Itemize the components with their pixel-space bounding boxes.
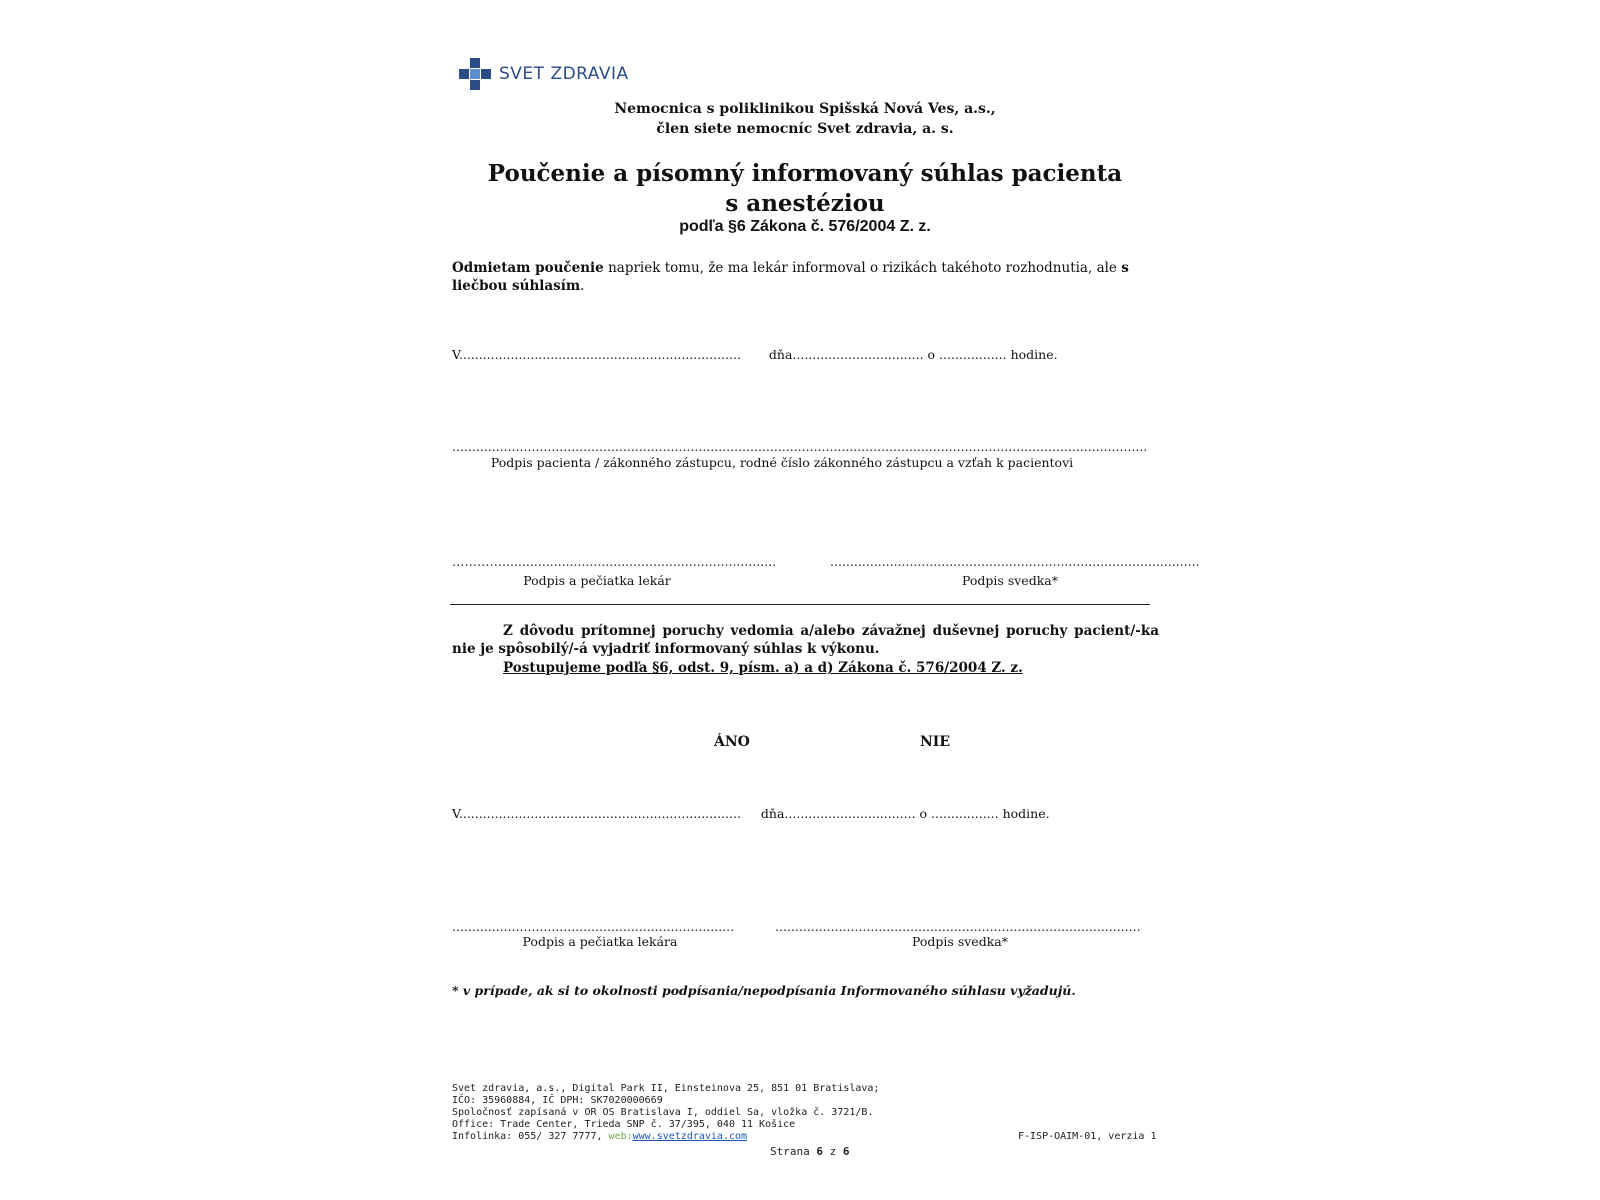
page-sep: z: [822, 1145, 843, 1158]
choice-yes[interactable]: ÁNO: [714, 734, 750, 750]
footer-line-3: Spoločnosť zapísaná v OR OS Bratislava I, oddiel Sa, vložka č. 3721/B.: [452, 1107, 874, 1118]
form-code: F-ISP-OAIM-01, verzia 1: [1018, 1131, 1157, 1142]
document-title-line-2: s anestéziou: [725, 190, 885, 217]
doctor-signature-line[interactable]: ………….....................................................................: [452, 554, 777, 569]
hour-label: hodine.: [1010, 347, 1058, 362]
witness-signature-line-2[interactable]: ............................................................................................: [775, 919, 1141, 934]
patient-signature-line[interactable]: ...............................................................................................................................................................................: [452, 439, 1148, 454]
doctor-signature-label-2: Podpis a pečiatka lekára: [522, 934, 678, 949]
witness-signature-line[interactable]: .............................................................................................: [830, 554, 1200, 569]
doctor-signature-label: Podpis a pečiatka lekár: [523, 573, 671, 588]
footer-line-2: IČO: 35960884, IČ DPH: SK7020000669: [452, 1095, 663, 1106]
refusal-bold: Odmietam poučenie: [452, 260, 604, 276]
document-title: Poučenie a písomný informovaný súhlas pacienta: [487, 160, 1123, 187]
infoline: Infolinka: 055/ 327 7777,: [452, 1131, 609, 1142]
logo-text: SVET ZDRAVIA: [499, 64, 629, 84]
website-link[interactable]: www.svetzdravia.com: [632, 1131, 748, 1142]
page-prefix: Strana: [770, 1145, 817, 1158]
date-field-2[interactable]: dňa.................................: [760, 806, 916, 821]
page-current: 6: [816, 1145, 823, 1158]
patient-signature-label: Podpis pacienta / zákonného zástupcu, rodné číslo zákonného zástupcu a vzťah k pacientovi: [490, 455, 1074, 470]
procedure-reference: [503, 659, 1023, 677]
place-date-line-2: [452, 806, 1050, 821]
page-number: [770, 1146, 849, 1158]
logo: [459, 58, 629, 90]
time-field[interactable]: o .................: [927, 347, 1007, 362]
institution-line-2: člen siete nemocníc Svet zdravia, a. s.: [656, 121, 954, 137]
cross-logo-icon: [459, 58, 491, 90]
place-field-2[interactable]: V.......................................................................: [452, 806, 741, 821]
web-label: web:: [608, 1131, 633, 1142]
footer-line-1: Svet zdravia, a.s., Digital Park II, Einsteinova 25, 851 01 Bratislava;: [452, 1083, 880, 1094]
place-date-line-1: [452, 347, 1058, 362]
company-footer: [452, 1083, 1012, 1143]
incapacity-paragraph: Z dôvodu prítomnej poruchy vedomia a/alebo závažnej duševnej poruchy pacient/-ka nie je spôsobilý/-á vyjadriť informovaný súhlas k výkonu.: [452, 623, 1159, 657]
footer-line-5: [452, 1131, 1012, 1143]
refusal-paragraph: [452, 259, 1152, 295]
hour-label-2: hodine.: [1002, 806, 1050, 821]
witness-signature-label-2: Podpis svedka*: [912, 934, 1008, 949]
institution-line-1: Nemocnica s poliklinikou Spišská Nová Ves, a.s.,: [614, 101, 996, 117]
law-reference: podľa §6 Zákona č. 576/2004 Z. z.: [679, 218, 931, 235]
time-field-2[interactable]: o .................: [919, 806, 999, 821]
footnote: * v prípade, ak si to okolnosti podpísania/nepodpísania Informovaného súhlasu vyžadujú.: [452, 983, 1076, 998]
footer-line-4: Office: Trade Center, Trieda SNP č. 37/395, 040 11 Košice: [452, 1119, 796, 1130]
consent-bold: s liečbou súhlasím: [452, 260, 1129, 294]
place-field[interactable]: V.......................................................................: [452, 347, 741, 362]
date-field[interactable]: dňa.................................: [768, 347, 924, 362]
page-total: 6: [842, 1145, 850, 1158]
refusal-text: napriek tomu, že ma lekár informoval o rizikách takéhoto rozhodnutia, ale: [603, 260, 1122, 276]
refusal-end: .: [580, 278, 585, 294]
witness-signature-label: Podpis svedka*: [962, 573, 1058, 588]
doctor-signature-line-2[interactable]: .......................................................................: [452, 919, 735, 934]
section-divider: [450, 604, 1150, 605]
choice-no[interactable]: NIE: [920, 734, 951, 750]
procedure-text: Postupujeme podľa §6, odst. 9, písm. a) a d) Zákona č. 576/2004 Z. z.: [503, 660, 1023, 676]
